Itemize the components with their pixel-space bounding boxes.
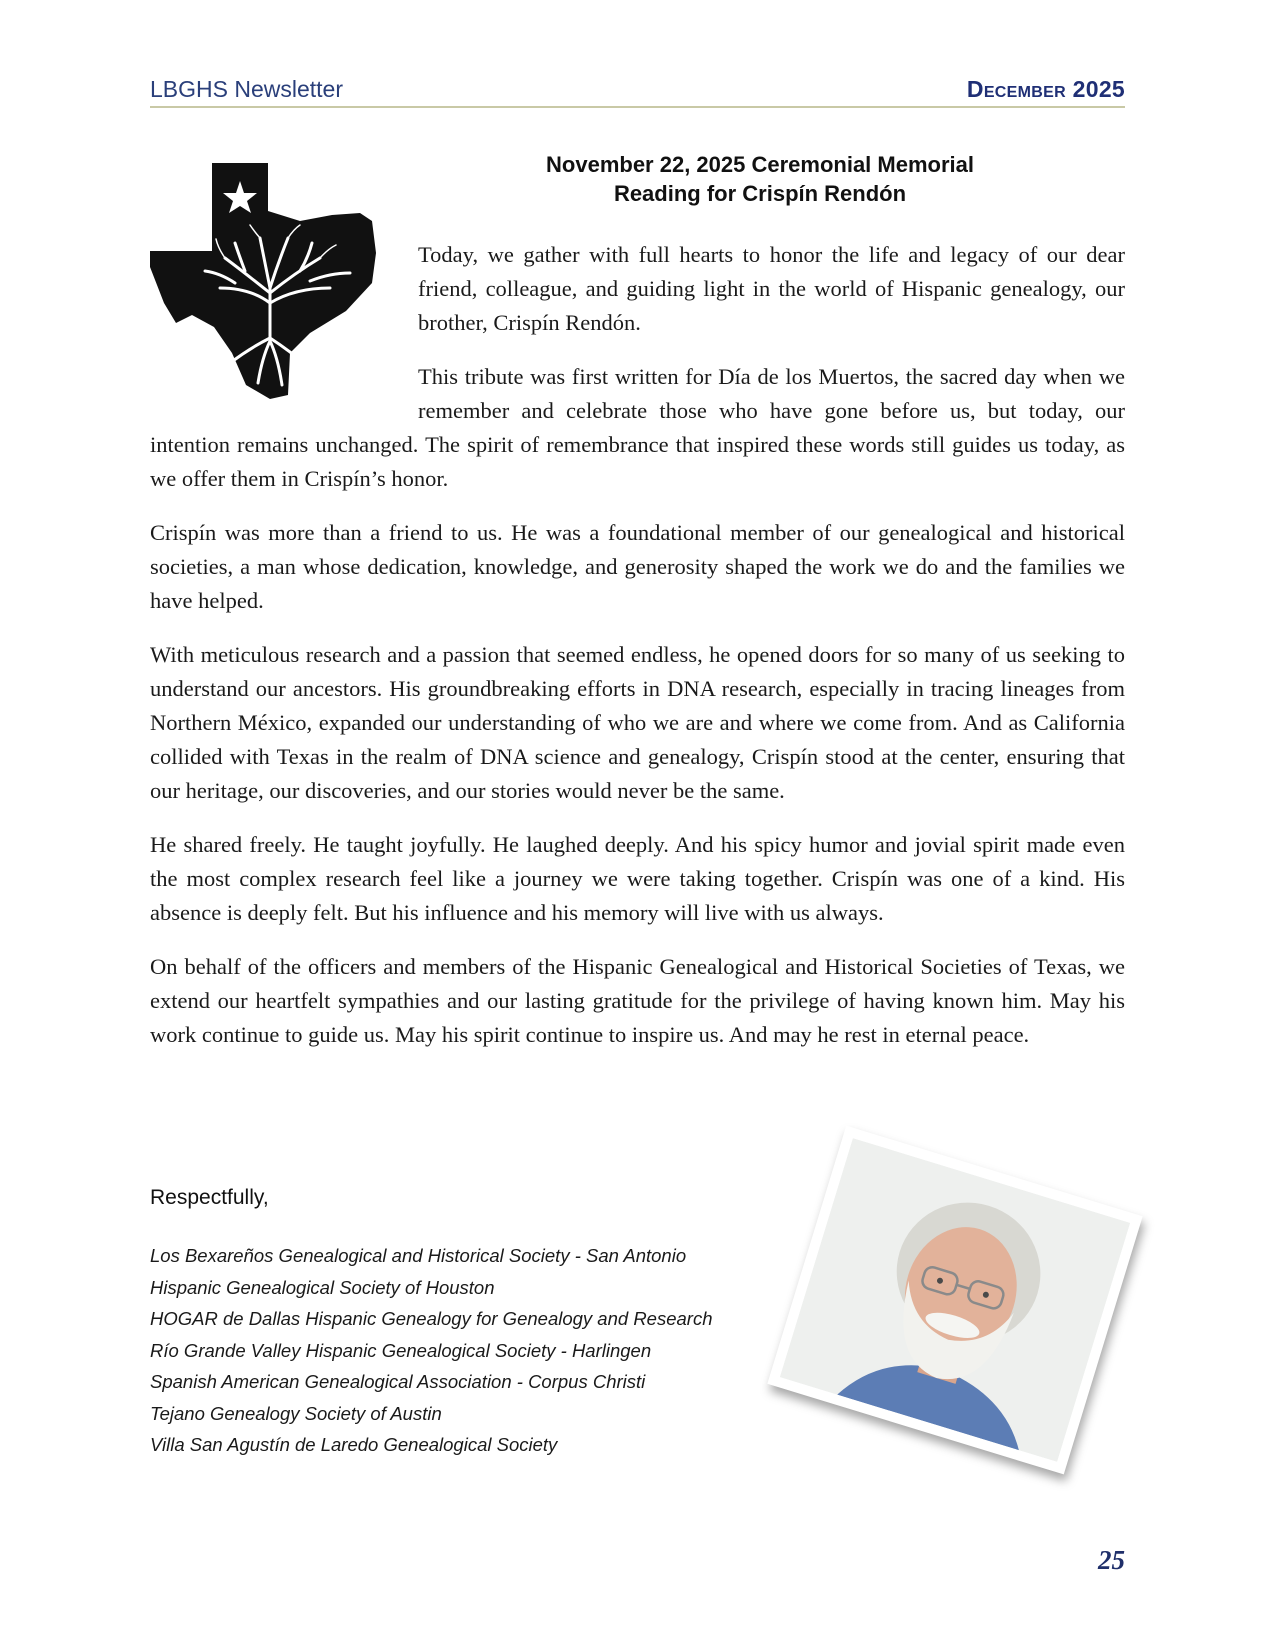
article-title <box>490 150 1030 208</box>
paragraph: This tribute was first written for Día de los Muertos, the sacred day when we remember and celebrate those who have gone before us, but today, our intention remains unchanged. The spirit of remembrance that inspired these words still guides us today, as we offer them in Crispín’s honor. <box>150 364 1125 491</box>
paragraph: He shared freely. He taught joyfully. He laughed deeply. And his spicy humor and jovial spirit made even the most complex research feel like a journey we were taking together. Crispín was one of a kind. His absence is deeply felt. But his influence and his memory will live with us always. <box>150 832 1125 925</box>
list-item: Villa San Agustín de Laredo Genealogical Society <box>150 1434 558 1455</box>
closing: Respectfully, <box>150 1186 269 1209</box>
logo-spacer <box>150 238 418 404</box>
list-item: Hispanic Genealogical Society of Houston <box>150 1276 495 1298</box>
list-item: Spanish American Genealogical Association - Corpus Christi <box>150 1371 646 1392</box>
list-item: HOGAR de Dallas Hispanic Genealogy for Genealogy and Research <box>150 1308 713 1329</box>
title-line-1: November 22, 2025 Ceremonial Memorial <box>546 152 974 177</box>
paragraph: Crispín was more than a friend to us. He was a foundational member of our genealogical and historical societies, a man whose dedication, knowledge, and generosity shaped the work we do and the families we have helped. <box>150 520 1125 613</box>
paragraph: With meticulous research and a passion that seemed endless, he opened doors for so many of us seeking to understand our ancestors. His groundbreaking efforts in DNA research, especially in tracing lineages from Northern México, expanded our understanding of who we are and where we come from. And as California collided with Texas in the realm of DNA science and genealogy, Crispín stood at the center, ensuring that our heritage, our discoveries, and our stories would never be the same. <box>150 642 1125 803</box>
paragraph: Today, we gather with full hearts to honor the life and legacy of our dear friend, colleague, and guiding light in the world of Hispanic genealogy, our brother, Crispín Rendón. <box>418 242 1125 335</box>
page-header <box>150 76 1125 108</box>
newsletter-name: LBGHS Newsletter <box>150 76 344 102</box>
list-item: Río Grande Valley Hispanic Genealogical Society - Harlingen <box>150 1339 652 1361</box>
list-item: Tejano Genealogy Society of Austin <box>150 1402 442 1424</box>
paragraph: On behalf of the officers and members of the Hispanic Genealogical and Historical Societies of Texas, we extend our heartfelt sympathies and our lasting gratitude for the privilege of having known him. May his work continue to guide us. May his spirit continue to inspire us. And may he rest in eternal peace. <box>150 954 1125 1047</box>
title-line-2: Reading for Crispín Rendón <box>613 181 907 206</box>
list-item: Los Bexareños Genealogical and Historical Society - San Antonio <box>150 1245 687 1266</box>
society-list <box>150 1240 713 1461</box>
issue-date: December 2025 <box>966 76 1125 102</box>
page-number: 25 <box>1098 1545 1125 1575</box>
article-body <box>150 238 1125 1072</box>
portrait-photo-icon <box>767 1126 1142 1475</box>
